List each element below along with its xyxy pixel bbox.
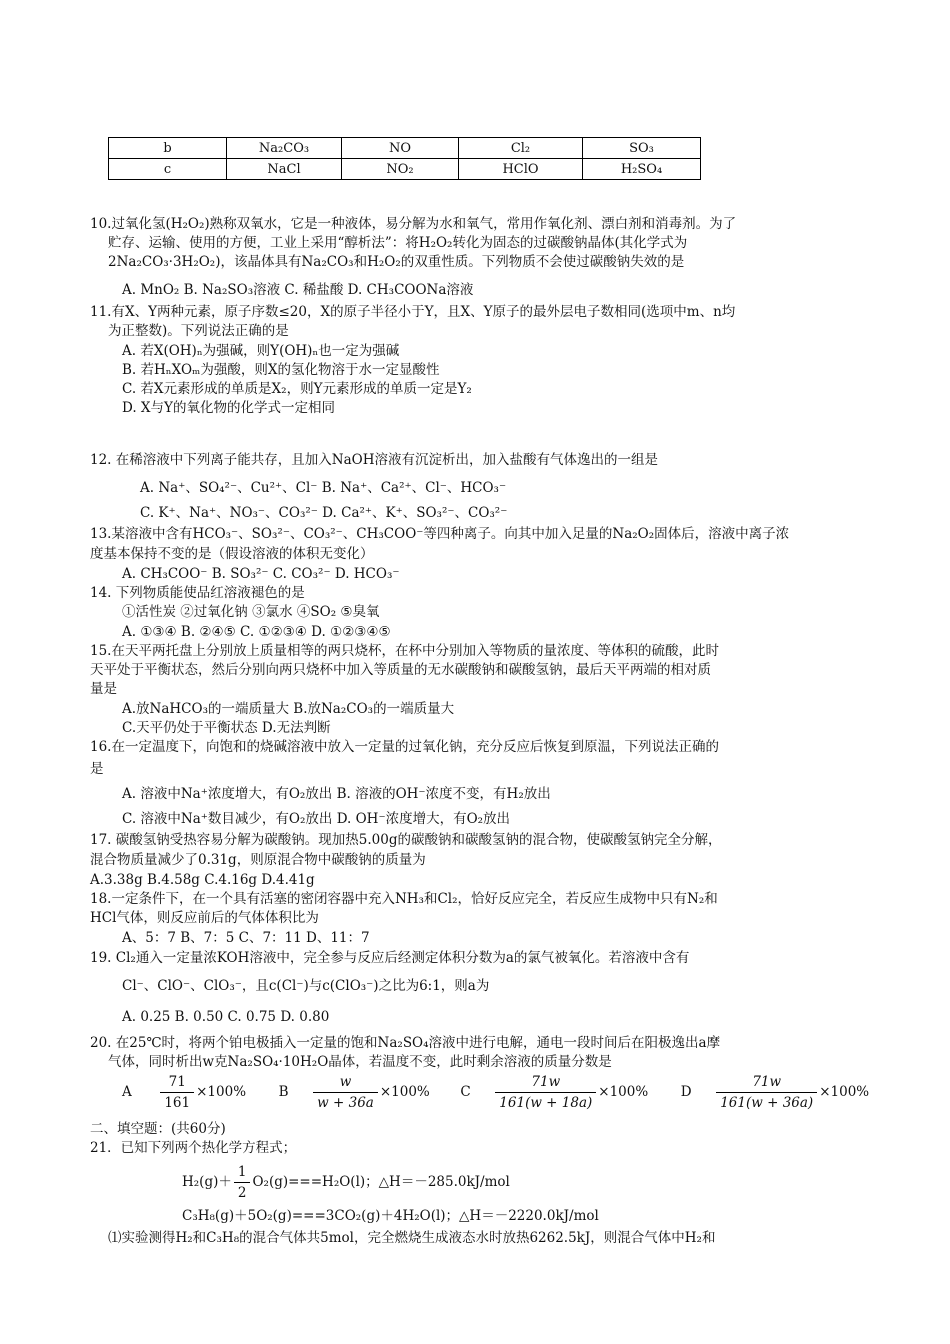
q20-option-d-label: D <box>680 1084 692 1100</box>
q19-line-1: 19. Cl₂通入一定量浓KOH溶液中，完全参与反应后经测定体积分数为a的氯气被氧化。若溶液中含有 <box>90 950 690 966</box>
q20-option-a-fraction <box>160 1072 194 1113</box>
table-cell: NaCl <box>227 159 342 180</box>
q11-option-d: D. X与Y的氧化物的化学式一定相同 <box>122 400 335 416</box>
q13-line-2: 度基本保持不变的是（假设溶液的体积无变化） <box>90 546 374 562</box>
q19-line-2: Cl⁻、ClO⁻、ClO₃⁻，且c(Cl⁻)与c(ClO₃⁻)之比为6:1，则a为 <box>122 978 490 994</box>
q15-line-2: 天平处于平衡状态，然后分别向两只烧杯中加入等质量的无水碳酸钠和碳酸氢钠，最后天平两端的相对质 <box>90 662 711 678</box>
q10-line-1: 10.过氧化氢(H₂O₂)熟称双氧水，它是一种液体，易分解为水和氧气，常用作氧化剂、漂白剂和消毒剂。为了 <box>90 216 737 232</box>
table-cell: H₂SO₄ <box>583 159 701 180</box>
q14-items: ①活性炭 ②过氧化钠 ③氯水 ④SO₂ ⑤臭氧 <box>122 604 380 620</box>
q20-option-a-tail: ×100% <box>196 1084 247 1100</box>
equation-tail: O₂(g)===H₂O(l)；△H＝－285.0kJ/mol <box>252 1174 510 1190</box>
q20-option-b-tail: ×100% <box>379 1084 430 1100</box>
table-row <box>109 159 701 180</box>
q21-line-1: 21．已知下列两个热化学方程式； <box>90 1140 297 1156</box>
fraction-denominator: 161(w + 18a) <box>499 1095 593 1111</box>
q10-options: A. MnO₂ B. Na₂SO₃溶液 C. 稀盐酸 D. CH₃COONa溶液 <box>122 282 474 298</box>
q20-line-1: 20. 在25℃时，将两个铂电极插入一定量的饱和Na₂SO₄溶液中进行电解，通电一段时间后在阳极逸出a摩 <box>90 1035 721 1051</box>
q20-option-d-fraction <box>716 1072 817 1113</box>
q10-line-3: 2Na₂CO₃·3H₂O₂)，该晶体具有Na₂CO₃和H₂O₂的双重性质。下列物质不会使过碳酸钠失效的是 <box>108 254 685 270</box>
q13-options: A. CH₃COO⁻ B. SO₃²⁻ C. CO₃²⁻ D. HCO₃⁻ <box>122 566 400 582</box>
q16-options-ab: A. 溶液中Na⁺浓度增大，有O₂放出 B. 溶液的OH⁻浓度不变，有H₂放出 <box>122 786 551 802</box>
q20-option-b-label: B <box>278 1084 289 1100</box>
table-cell: Na₂CO₃ <box>227 138 342 159</box>
fraction-numerator: 71w <box>716 1072 817 1093</box>
table-cell: c <box>109 159 227 180</box>
fraction-denominator: w + 36a <box>317 1095 374 1111</box>
q15-line-1: 15.在天平两托盘上分别放上质量相等的两只烧杯，在杯中分别加入等物质的量浓度、等体积的硫酸，此时 <box>90 643 719 659</box>
table-cell: b <box>109 138 227 159</box>
fraction-numerator: 1 <box>234 1162 251 1183</box>
q11-option-c: C. 若X元素形成的单质是X₂，则Y元素形成的单质一定是Y₂ <box>122 381 472 397</box>
q16-line-1: 16.在一定温度下，向饱和的烧碱溶液中放入一定量的过氧化钠，充分反应后恢复到原温，下列说法正确的 <box>90 739 719 755</box>
q11-line-2: 为正整数)。下列说法正确的是 <box>108 323 289 339</box>
q12-options-cd: C. K⁺、Na⁺、NO₃⁻、CO₃²⁻ D. Ca²⁺、K⁺、SO₃²⁻、CO₃²⁻ <box>140 505 508 521</box>
fraction-denominator: 161(w + 36a) <box>720 1095 814 1111</box>
fraction-numerator: 71w <box>495 1072 596 1093</box>
reagent-table <box>108 137 701 180</box>
table-cell: Cl₂ <box>459 138 583 159</box>
q21-part-1: ⑴实验测得H₂和C₃H₈的混合气体共5mol，完全燃烧生成液态水时放热6262.5kJ，则混合气体中H₂和 <box>108 1230 716 1246</box>
fraction-numerator: 71 <box>160 1072 194 1093</box>
table-cell: SO₃ <box>583 138 701 159</box>
q20-option-c-label: C <box>460 1084 471 1100</box>
q18-line-1: 18.一定条件下，在一个具有活塞的密闭容器中充入NH₃和Cl₂，恰好反应完全，若反应生成物中只有N₂和 <box>90 891 718 907</box>
q20-option-d-tail: ×100% <box>819 1084 870 1100</box>
table-cell: HClO <box>459 159 583 180</box>
q11-option-b: B. 若HₙXOₘ为强酸，则X的氢化物溶于水一定显酸性 <box>122 362 440 378</box>
q16-line-2: 是 <box>90 761 104 777</box>
fraction-denominator: 161 <box>164 1095 191 1111</box>
q20-option-b-fraction <box>313 1072 378 1113</box>
q11-line-1: 11.有X、Y两种元素，原子序数≤20，X的原子半径小于Y，且X、Y原子的最外层电子数相同(选项中m、n均 <box>90 304 736 320</box>
q17-options: A.3.38g B.4.58g C.4.16g D.4.41g <box>90 872 315 888</box>
q14-line-1: 14. 下列物质能使品红溶液褪色的是 <box>90 585 305 601</box>
q20-option-c-fraction <box>495 1072 596 1113</box>
q15-line-3: 量是 <box>90 681 117 697</box>
q18-line-2: HCl气体，则反应前后的气体体积比为 <box>90 910 319 926</box>
table-cell: NO₂ <box>342 159 459 180</box>
q20-option-a-label: A <box>122 1084 132 1100</box>
q12-line-1: 12. 在稀溶液中下列离子能共存，且加入NaOH溶液有沉淀析出，加入盐酸有气体逸出的一组是 <box>90 452 658 468</box>
q20-option-c-tail: ×100% <box>598 1084 649 1100</box>
q11-option-a: A. 若X(OH)ₙ为强碱，则Y(OH)ₙ也一定为强碱 <box>122 343 400 359</box>
table-cell: NO <box>342 138 459 159</box>
q15-options-ab: A.放NaHCO₃的一端质量大 B.放Na₂CO₃的一端质量大 <box>122 701 455 717</box>
q21-equation-1 <box>182 1162 510 1203</box>
half-fraction <box>234 1162 251 1203</box>
q17-line-1: 17. 碳酸氢钠受热容易分解为碳酸钠。现加热5.00g的碳酸钠和碳酸氢钠的混合物，使碳酸氢钠完全分解， <box>90 832 722 848</box>
q16-options-cd: C. 溶液中Na⁺数目减少，有O₂放出 D. OH⁻浓度增大，有O₂放出 <box>122 811 511 827</box>
fraction-denominator: 2 <box>237 1185 247 1201</box>
q15-options-cd: C.天平仍处于平衡状态 D.无法判断 <box>122 720 331 736</box>
equation-head: H₂(g)＋ <box>182 1174 232 1190</box>
q10-line-2: 贮存、运输、使用的方便，工业上采用“醇析法”：将H₂O₂转化为固态的过碳酸钠晶体(其化学式为 <box>108 235 688 251</box>
q13-line-1: 13.某溶液中含有HCO₃⁻、SO₃²⁻、CO₃²⁻、CH₃COO⁻等四种离子。向其中加入足量的Na₂O₂固体后，溶液中离子浓 <box>90 526 790 542</box>
q18-options: A、5：7 B、7：5 C、7：11 D、11：7 <box>122 930 370 946</box>
q20-line-2: 气体，同时析出w克Na₂SO₄·10H₂O晶体，若温度不变，此时剩余溶液的质量分数是 <box>108 1054 612 1070</box>
section-2-heading: 二、填空题：(共60分) <box>90 1121 226 1137</box>
q20-options <box>122 1072 869 1113</box>
q17-line-2: 混合物质量减少了0.31g，则原混合物中碳酸钠的质量为 <box>90 852 426 868</box>
q19-options: A. 0.25 B. 0.50 C. 0.75 D. 0.80 <box>122 1009 330 1025</box>
table-row <box>109 138 701 159</box>
q21-equation-2: C₃H₈(g)＋5O₂(g)===3CO₂(g)＋4H₂O(l)；△H＝－2220.0kJ/mol <box>182 1208 599 1224</box>
q14-options: A. ①③④ B. ②④⑤ C. ①②③④ D. ①②③④⑤ <box>122 624 391 640</box>
q12-options-ab: A. Na⁺、SO₄²⁻、Cu²⁺、Cl⁻ B. Na⁺、Ca²⁺、Cl⁻、HCO₃⁻ <box>140 480 507 496</box>
fraction-numerator: w <box>313 1072 378 1093</box>
